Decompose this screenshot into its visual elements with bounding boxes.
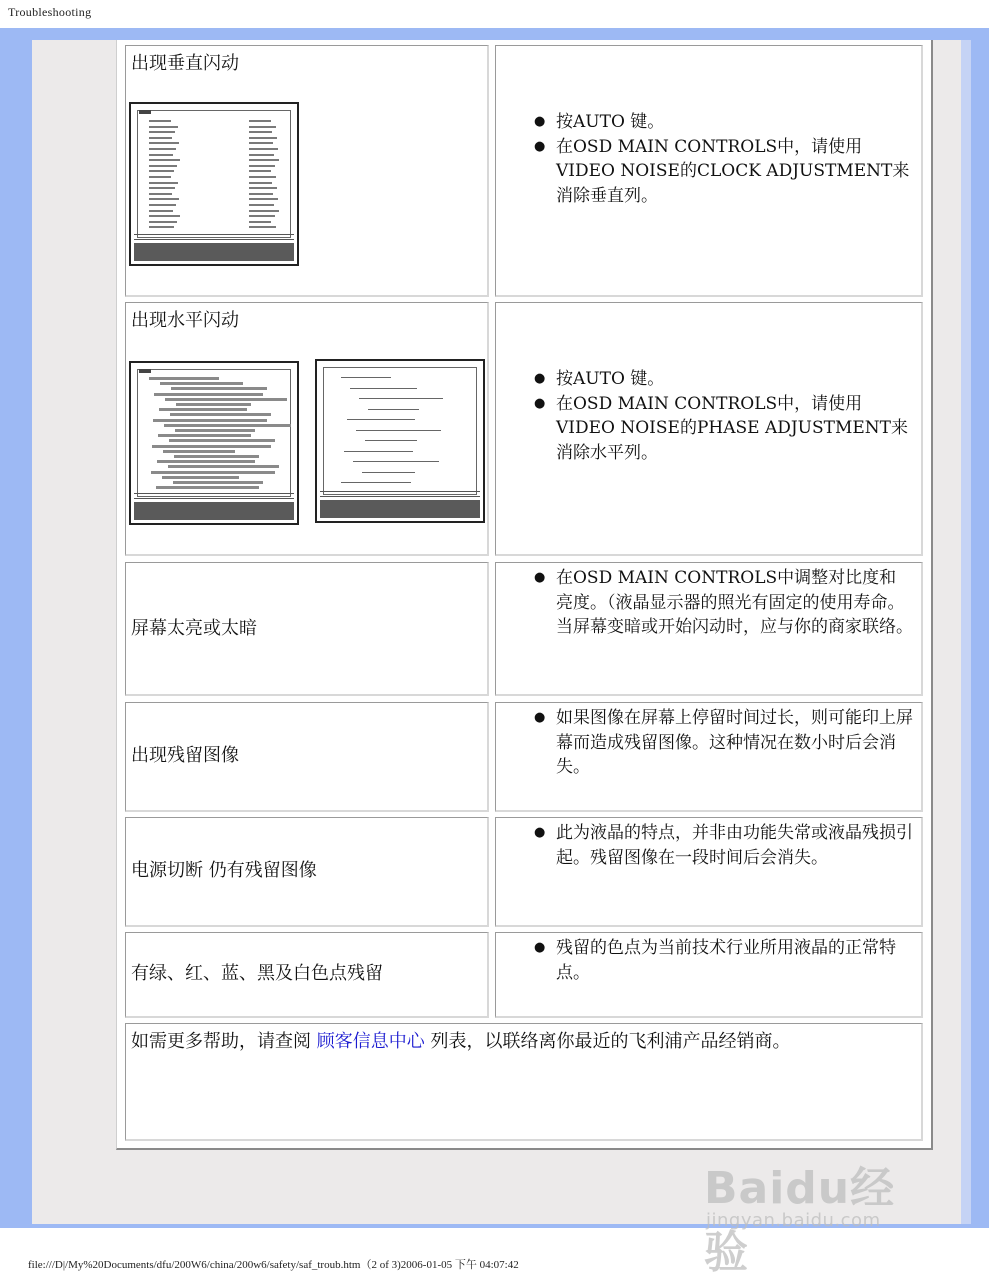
list-item: ● 在OSD MAIN CONTROLS中，请使用VIDEO NOISE的CLOCK ADJUSTMENT来消除垂直列。 (556, 135, 913, 209)
problem-cell (125, 302, 489, 556)
solution-list (532, 566, 913, 640)
troubleshooting-content (116, 40, 933, 1150)
solution-cell (495, 932, 923, 1018)
list-item: ● 残留的色点为当前技术行业所用液晶的正常特点。 (556, 936, 913, 985)
watermark-url: jingyan.baidu.com (706, 1210, 881, 1231)
help-text-after: 列表，以联络离你最近的飞利浦产品经销商。 (424, 1031, 791, 1052)
vertical-flicker-screenshot (129, 102, 299, 266)
solution-cell (495, 702, 923, 812)
solution-list (532, 706, 913, 780)
table-row (125, 562, 923, 696)
problem-cell (125, 45, 489, 297)
list-item: ● 在OSD MAIN CONTROLS中，请使用VIDEO NOISE的PHASE ADJUSTMENT来消除水平列。 (556, 392, 913, 466)
problem-label: 电源切断 仍有残留图像 (131, 860, 317, 881)
problem-label: 屏幕太亮或太暗 (131, 618, 257, 639)
list-item: ● 如果图像在屏幕上停留时间过长，则可能印上屏幕而造成残留图像。这种情况在数小时后会消失。 (556, 706, 913, 780)
list-item: ● 在OSD MAIN CONTROLS中调整对比度和亮度。（液晶显示器的照光有固定的使用寿命。当屏幕变暗或开始闪动时，应与你的商家联络。 (556, 566, 913, 640)
baidu-watermark (704, 1152, 934, 1278)
problem-label: 出现残留图像 (131, 745, 239, 766)
solution-cell (495, 817, 923, 927)
customer-info-center-link[interactable]: 顾客信息中心 (316, 1031, 425, 1052)
watermark-brand: Baidu经验 (704, 1163, 896, 1278)
table-row (125, 1023, 923, 1141)
help-cell (125, 1023, 923, 1141)
horizontal-flicker-screenshot (315, 359, 485, 523)
solution-cell (495, 562, 923, 696)
table-row (125, 932, 923, 1018)
right-scrollbar[interactable] (961, 40, 971, 1224)
solution-list (532, 821, 913, 870)
list-item: ● 按AUTO 键。 (556, 110, 913, 135)
solution-list (532, 110, 913, 208)
table-row (125, 702, 923, 812)
solution-cell (495, 45, 923, 297)
list-item: ● 按AUTO 键。 (556, 367, 913, 392)
help-text-before: 如需更多帮助，请查阅 (131, 1031, 317, 1052)
help-text (131, 1030, 790, 1054)
horizontal-flicker-screenshot (129, 361, 299, 525)
solution-list (532, 367, 913, 465)
problem-cell (125, 817, 489, 927)
page-footer-path: file:///D|/My%20Documents/dfu/200W6/china/200w6/safety/saf_troub.htm（2 of 3)2006-01-05 下午 04:07:42 (28, 1259, 519, 1271)
table-row (125, 45, 923, 297)
problem-cell (125, 932, 489, 1018)
problem-label: 出现水平闪动 (131, 310, 239, 331)
problem-label: 有绿、红、蓝、黑及白色点残留 (131, 963, 383, 984)
problem-cell (125, 562, 489, 696)
table-row (125, 817, 923, 927)
solution-list (532, 936, 913, 985)
problem-label: 出现垂直闪动 (131, 53, 239, 74)
list-item: ● 此为液晶的特点，并非由功能失常或液晶残损引起。残留图像在一段时间后会消失。 (556, 821, 913, 870)
problem-cell (125, 702, 489, 812)
solution-cell (495, 302, 923, 556)
table-row (125, 302, 923, 556)
page-header-title: Troubleshooting (8, 5, 92, 19)
